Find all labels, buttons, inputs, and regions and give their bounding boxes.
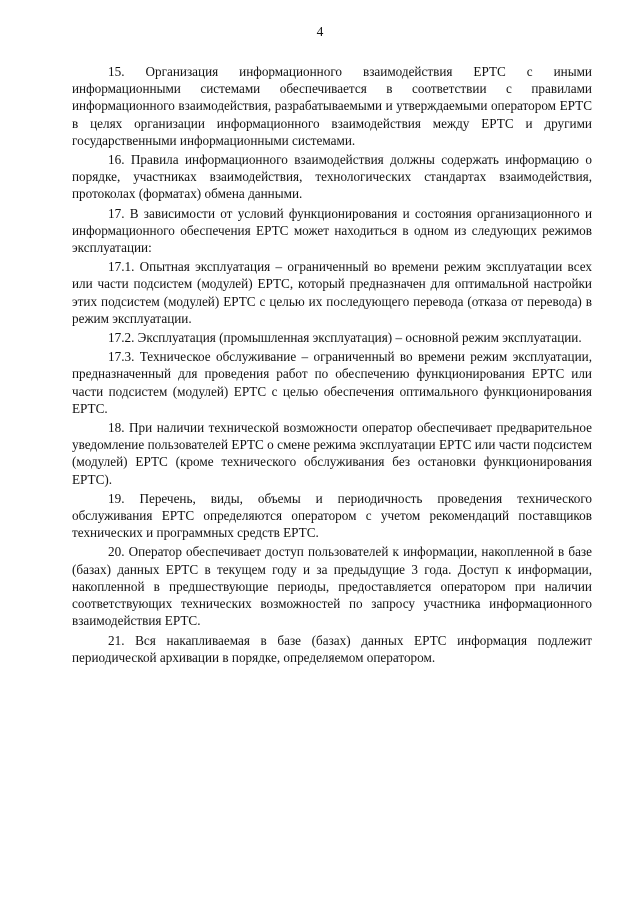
paragraph-21: 21. Вся накапливаемая в базе (базах) данных ЕРТС информация подлежит периодической архивации в порядке, определяемом оператором. (72, 632, 592, 665)
paragraph-17: 17. В зависимости от условий функционирования и состояния организационного и информационного обеспечения ЕРТС может находиться в одном из следующих режимов эксплуатации: (72, 205, 592, 256)
page-number: 4 (316, 24, 324, 39)
paragraph-18: 18. При наличии технической возможности оператор обеспечивает предварительное уведомление пользователей ЕРТС о смене режима эксплуатации ЕРТС или части подсистем (модулей) ЕРТС (кроме технического обслуживания без остановки функционирования ЕРТС). (72, 420, 592, 487)
paragraph-15: 15. Организация информационного взаимодействия ЕРТС с иными информационными системами обеспечивается в соответствии с правилами информационного взаимодействия, разрабатываемыми и утверждаемыми оператором ЕРТС в целях организации информационного взаимодействия между ЕРТС и другими государственными информационными системами. (72, 64, 592, 148)
paragraph-17-1: 17.1. Опытная эксплуатация – ограниченный во времени режим эксплуатации всех или части подсистем (модулей) ЕРТС, который предназначен для оптимальной настройки этих подсистем (модулей) ЕРТС с целью их последующего перевода (отказа от перевода) в режим эксплуатации. (72, 259, 592, 326)
paragraph-20: 20. Оператор обеспечивает доступ пользователей к информации, накопленной в базе (базах) данных ЕРТС в текущем году и за предыдущие 3 года. Доступ к информации, накопленной в предшествующие периоды, предоставляется оператором при наличии соответствующих технических возможностей по запросу участника информационного взаимодействия ЕРТС. (72, 544, 592, 629)
paragraph-16: 16. Правила информационного взаимодействия должны содержать информацию о порядке, участниках взаимодействия, технологических стандартах взаимодействия, протоколах (форматах) обмена данными. (72, 152, 592, 202)
paragraph-17-2: 17.2. Эксплуатация (промышленная эксплуатация) – основной режим эксплуатации. (108, 330, 582, 346)
paragraph-17-3: 17.3. Техническое обслуживание – ограниченный во времени режим эксплуатации, предназначенный для проведения работ по обеспечению функционирования ЕРТС или части подсистем (модулей) ЕРТС с целью обеспечения оптимального функционирования ЕРТС. (72, 349, 592, 416)
paragraph-19: 19. Перечень, виды, объемы и периодичность проведения технического обслуживания ЕРТС определяются оператором с учетом рекомендаций поставщиков технических и программных средств ЕРТС. (72, 490, 592, 541)
document-body (72, 63, 592, 668)
